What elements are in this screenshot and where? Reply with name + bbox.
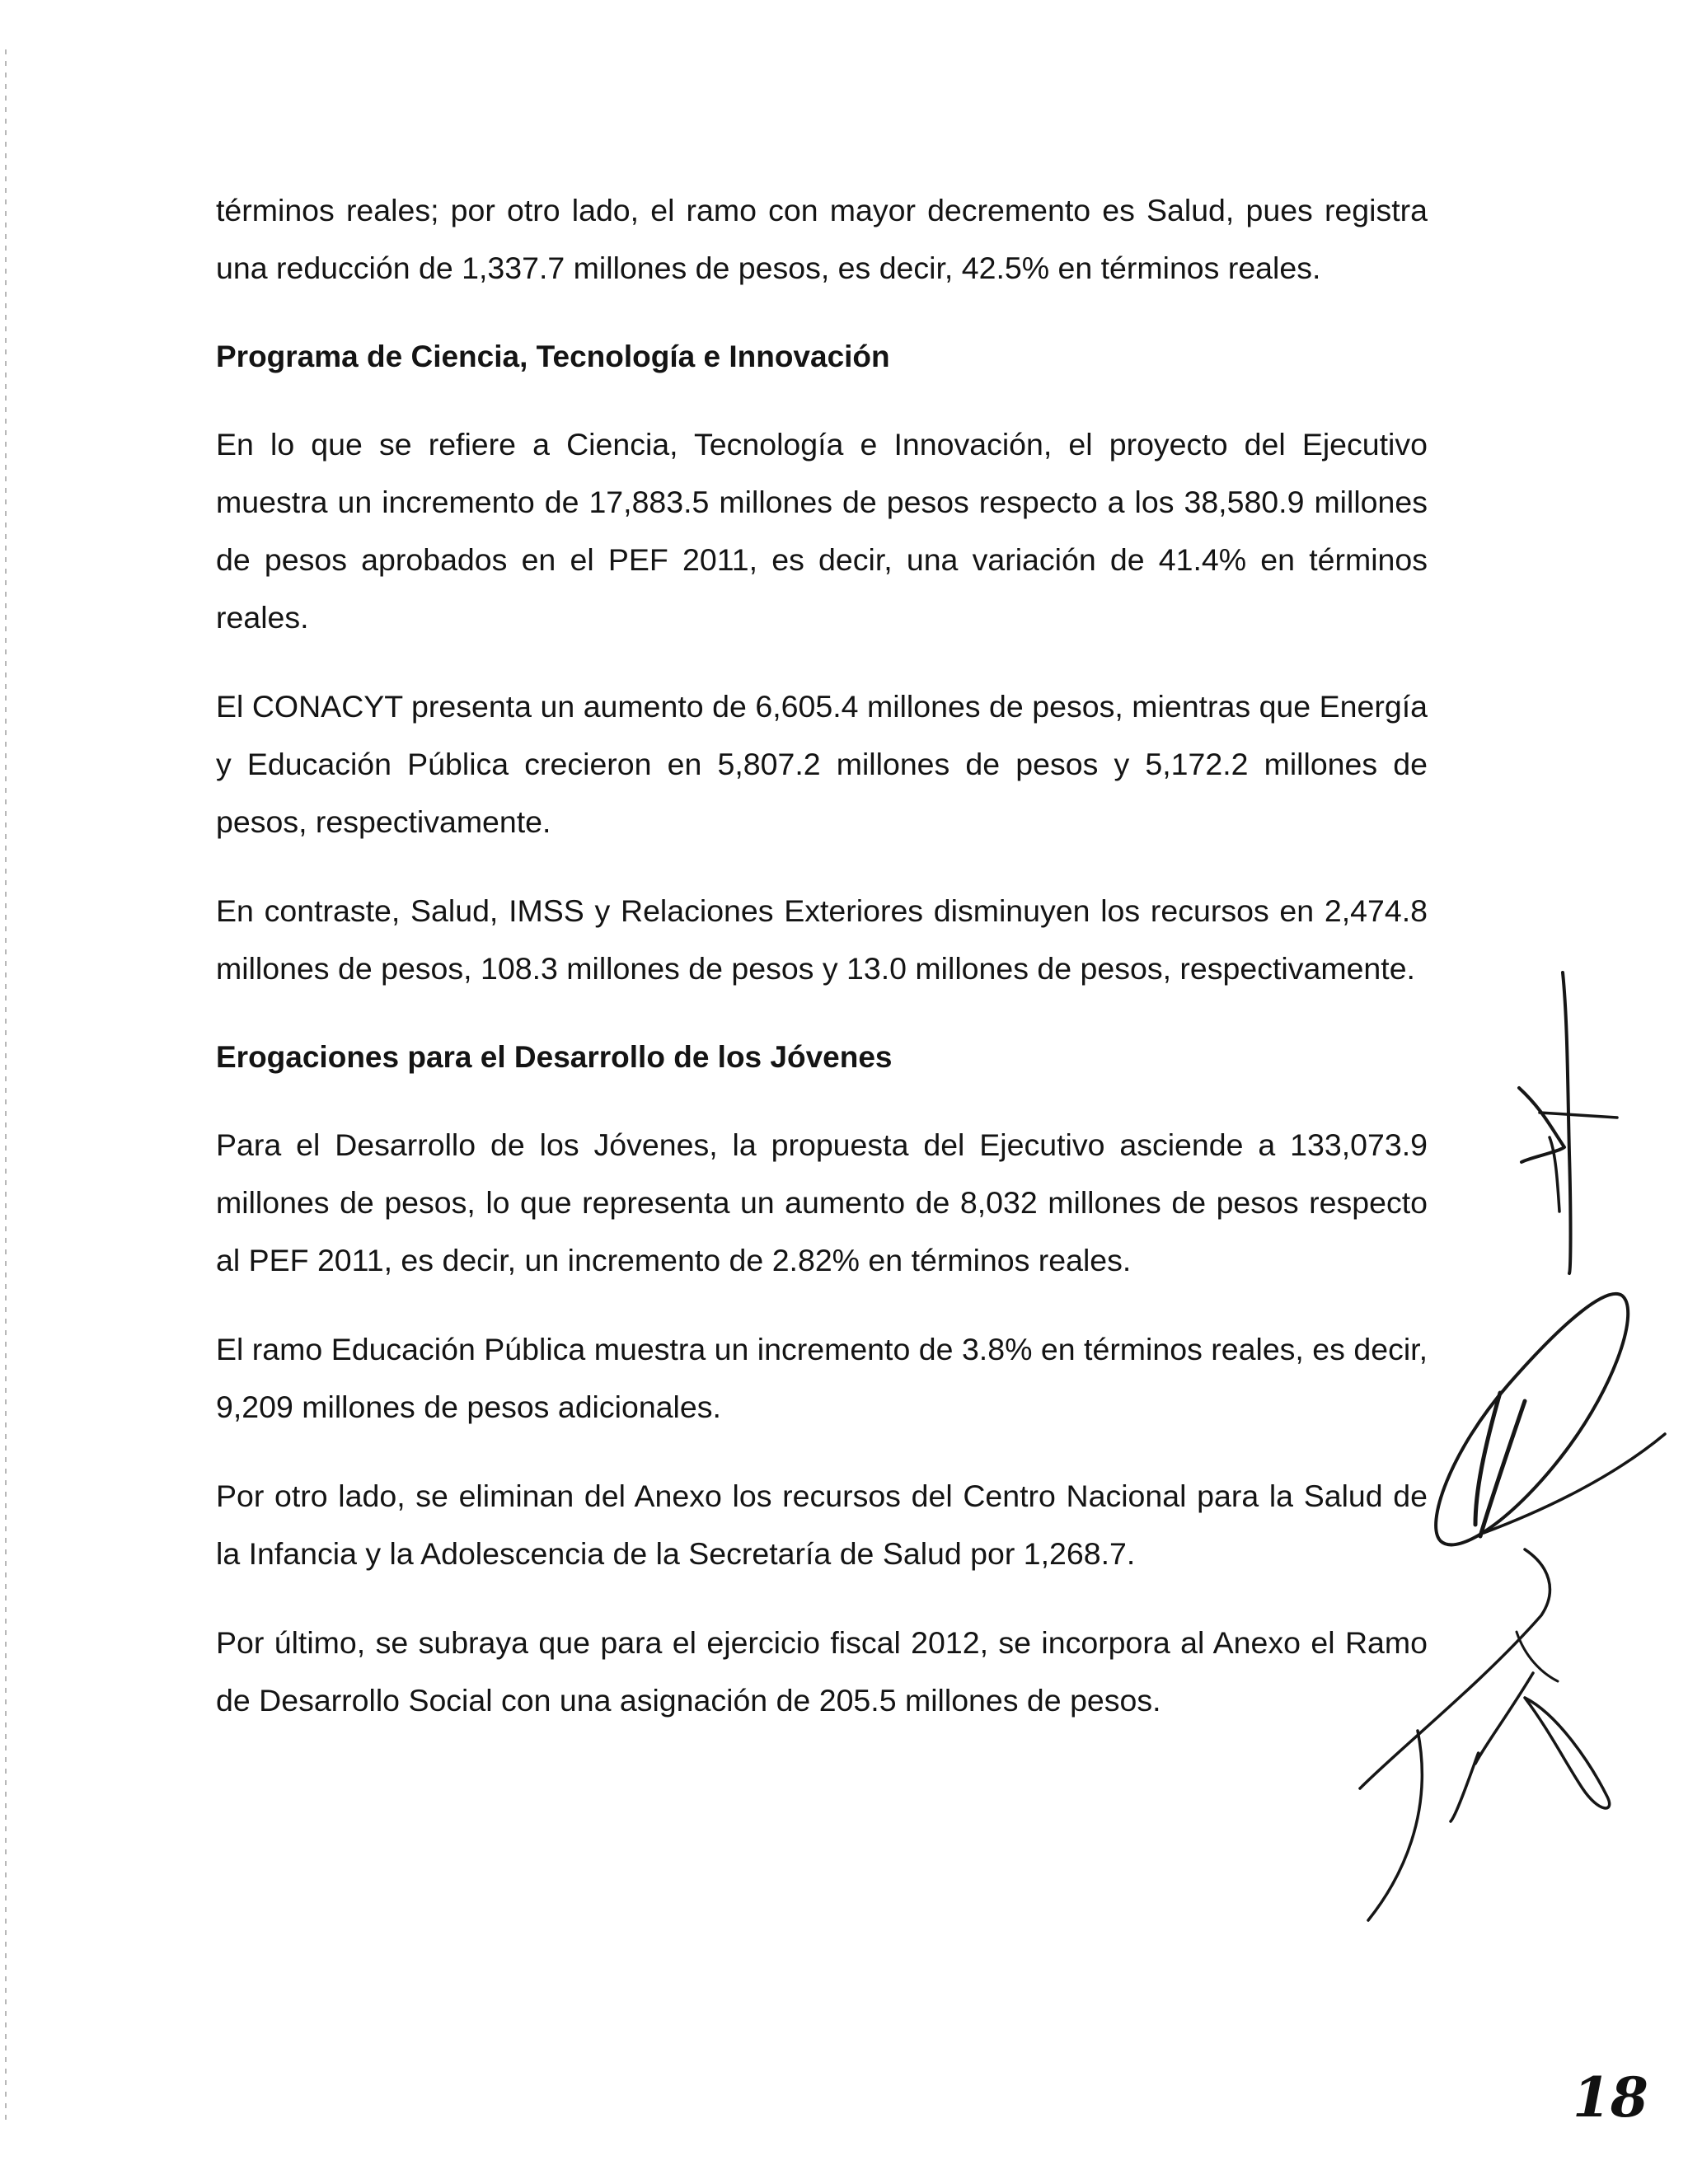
signature-mark-3b bbox=[1451, 1673, 1533, 1821]
paragraph-educacion-publica: El ramo Educación Pública muestra un incremento de 3.8% en términos reales, es decir, 9,209 millones de pesos adicionales. bbox=[216, 1332, 1428, 1424]
section-heading-jovenes: Erogaciones para el Desarrollo de los Jóvenes bbox=[216, 1040, 893, 1074]
paragraph-salud-decrement: términos reales; por otro lado, el ramo con mayor decremento es Salud, pues registra una reducción de 1,337.7 millones de pesos, es decir, 42.5% en términos reales. bbox=[216, 193, 1428, 285]
paragraph-desarrollo-jovenes: Para el Desarrollo de los Jóvenes, la propuesta del Ejecutivo asciende a 133,073.9 millones de pesos, lo que representa un aumento de 8,032 millones de pesos respecto al PEF 2011, es decir, un incremento de 2.82% en términos reales. bbox=[216, 1127, 1428, 1277]
document-body bbox=[216, 181, 1428, 1729]
signature-mark-3e bbox=[1517, 1632, 1558, 1681]
signature-mark-2b bbox=[1475, 1393, 1525, 1536]
signature-mark-2c bbox=[1484, 1434, 1665, 1533]
signature-mark-3d bbox=[1525, 1698, 1610, 1808]
paragraph-contraste: En contraste, Salud, IMSS y Relaciones Exteriores disminuyen los recursos en 2,474.8 millones de pesos, 108.3 millones de pesos y 13.0 millones de pesos, respectivamente. bbox=[216, 893, 1428, 986]
signature-mark-1 bbox=[1563, 972, 1571, 1273]
paragraph-ciencia-tecnologia: En lo que se refiere a Ciencia, Tecnología e Innovación, el proyecto del Ejecutivo muestra un incremento de 17,883.5 millones de pesos respecto a los 38,580.9 millones de pesos aprobados en el PEF 2011, es decir, una variación de 41.4% en términos reales. bbox=[216, 427, 1428, 635]
paragraph-conacyt: El CONACYT presenta un aumento de 6,605.4 millones de pesos, mientras que Energía y Educación Pública crecieron en 5,807.2 millones de pesos y 5,172.2 millones de pesos, respectivamente. bbox=[216, 689, 1428, 839]
section-heading-ciencia-tecnologia: Programa de Ciencia, Tecnología e Innovación bbox=[216, 340, 890, 373]
signature-mark-1d bbox=[1550, 1137, 1559, 1212]
signature-mark-2 bbox=[1436, 1294, 1628, 1545]
scan-margin-artifact bbox=[5, 49, 7, 2126]
page-number: 18 bbox=[1573, 2065, 1648, 2130]
signature-mark-1b bbox=[1519, 1088, 1564, 1162]
paragraph-ramo-desarrollo-social: Por último, se subraya que para el ejercicio fiscal 2012, se incorpora al Anexo el Ramo de Desarrollo Social con una asignación de 205.5 millones de pesos. bbox=[216, 1625, 1428, 1718]
signature-mark-3c bbox=[1368, 1731, 1422, 1920]
paragraph-centro-nacional: Por otro lado, se eliminan del Anexo los recursos del Centro Nacional para la Salud de la Infancia y la Adolescencia de la Secretaría de Salud por 1,268.7. bbox=[216, 1479, 1428, 1571]
signature-mark-1c bbox=[1540, 1113, 1617, 1118]
